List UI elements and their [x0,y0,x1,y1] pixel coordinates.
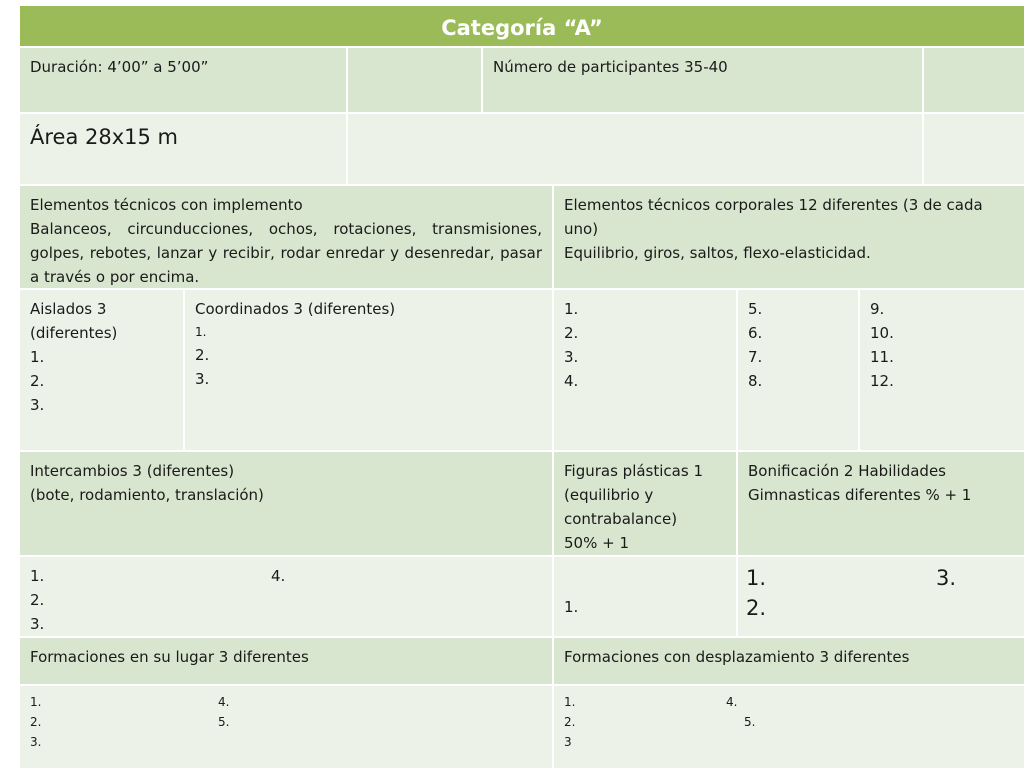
coordinated-cell [185,290,552,450]
bonus-cell [738,452,1024,555]
list-item: 5. [748,300,763,318]
list-item: 1. [746,566,767,590]
list-item: 2. [30,372,45,390]
figures-pct: 50% + 1 [564,534,629,552]
list-item: 9. [870,300,885,318]
list-item: 1. [30,348,45,366]
figures-cell [554,452,736,555]
empty-cell [924,48,1024,112]
exchange-items-cell [20,557,552,636]
list-item: 1. [30,695,42,709]
table-title: Categoría “A” [20,6,1024,46]
list-item: 1. [195,325,207,339]
static-formations-title: Formaciones en su lugar 3 diferentes [20,638,552,684]
list-item: 2. [195,346,210,364]
bonus-title: Bonificación 2 Habilidades [748,462,946,480]
list-item: 12. [870,372,894,390]
isolated-sub: (diferentes) [30,324,118,342]
list-item: 1. [30,567,45,585]
empty-cell [924,114,1024,184]
body-title: Elementos técnicos corporales 12 diferentes (3 de cada uno) [564,196,983,238]
static-formation-items [20,686,552,768]
list-item: 5. [744,715,756,729]
list-item: 8. [748,372,763,390]
exchanges-sub: (bote, rodamiento, translación) [30,486,264,504]
list-item: 10. [870,324,894,342]
isolated-title: Aislados 3 [30,300,107,318]
list-item: 3. [30,615,45,633]
implement-text: Balanceos, circunducciones, ochos, rotaciones, transmisiones, golpes, rebotes, lanzar y recibir, rodar enredar y desenredar, pasar a través o por encima. [30,220,542,286]
list-item: 3. [195,370,210,388]
exchanges-cell [20,452,552,555]
bonus-items-cell [738,557,1024,636]
list-item: 7. [748,348,763,366]
list-item: 2. [30,591,45,609]
list-item: 4. [218,695,230,709]
empty-cell [348,114,922,184]
list-item: 3. [936,566,957,590]
list-item: 5. [218,715,230,729]
list-item: 3. [30,735,42,749]
body-elements-cell [554,186,1024,288]
list-item: 11. [870,348,894,366]
list-item: 4. [564,372,579,390]
empty-cell [348,48,481,112]
list-item: 6. [748,324,763,342]
implement-title: Elementos técnicos con implemento [30,196,303,214]
list-item: 4. [726,695,738,709]
list-item: 1. [564,300,579,318]
figure-items-cell [554,557,736,636]
exchanges-title: Intercambios 3 (diferentes) [30,462,235,480]
area-cell: Área 28x15 m [20,114,346,184]
bonus-sub: Gimnasticas diferentes % + 1 [748,486,972,504]
figures-sub: (equilibrio y contrabalance) [564,486,678,528]
body-list-cell-a [554,290,736,450]
coordinated-title: Coordinados 3 (diferentes) [195,300,396,318]
list-item: 4. [271,567,286,585]
list-item: 2. [30,715,42,729]
list-item: 2. [746,596,767,620]
list-item: 2. [564,324,579,342]
list-item: 2. [564,715,576,729]
implement-elements-cell [20,186,552,288]
participants-cell: Número de participantes 35-40 [483,48,922,112]
moving-formations-title: Formaciones con desplazamiento 3 diferentes [554,638,1024,684]
body-text: Equilibrio, giros, saltos, flexo-elasticidad. [564,244,871,262]
moving-formation-items [554,686,1024,768]
body-list-cell-c [860,290,1024,450]
list-item: 1. [564,598,579,616]
body-list-cell-b [738,290,858,450]
duration-cell: Duración: 4’00” a 5’00” [20,48,346,112]
list-item: 3. [30,396,45,414]
list-item: 1. [564,695,576,709]
figures-title: Figuras plásticas 1 [564,462,703,480]
isolated-cell [20,290,183,450]
list-item: 3 [564,735,572,749]
list-item: 3. [564,348,579,366]
